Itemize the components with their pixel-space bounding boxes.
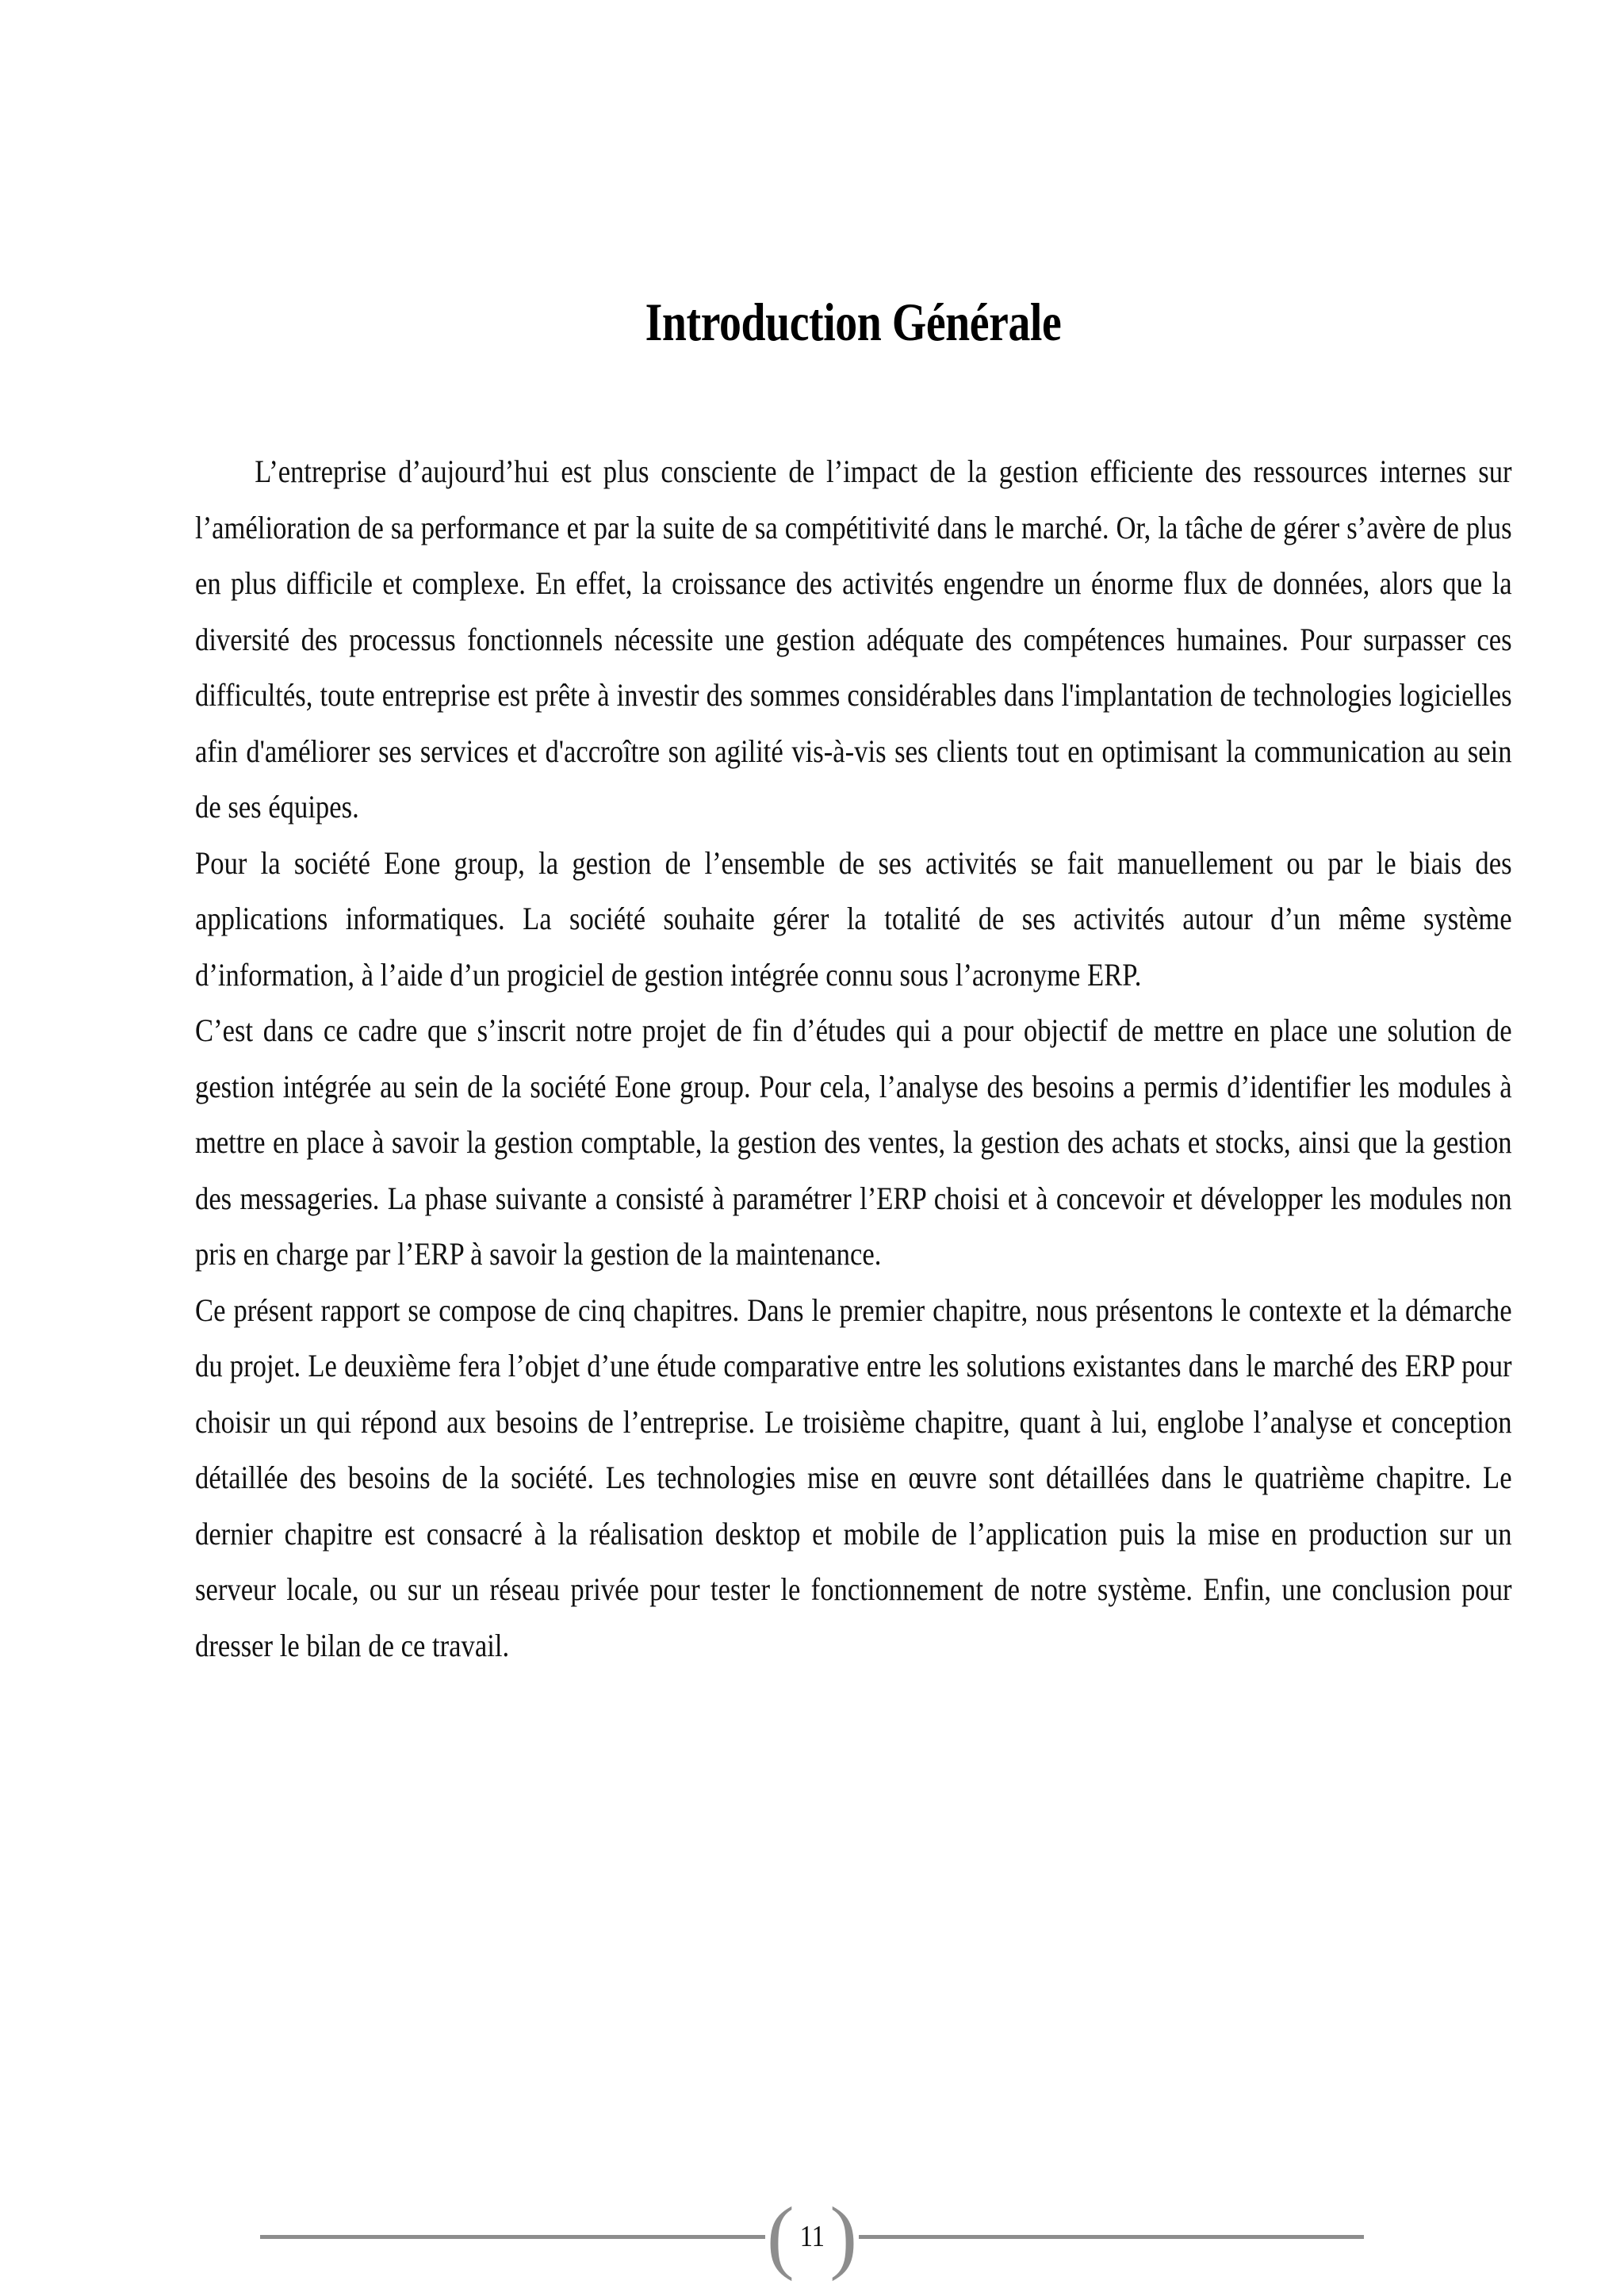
paragraph-3: C’est dans ce cadre que s’inscrit notre projet de fin d’études qui a pour objectif de mettre en place une solution de gestion intégrée au sein de la société Eone group. Pour cela, l’analyse des besoins a permis d’identifier les modules à mettre en place à savoir la gestion comptable, la gestion des ventes, la gestion des achats et stocks, ainsi que la gestion des messageries. La phase suivante a consisté à paramétrer l’ERP choisi et à concevoir et développer les modules non pris en charge par l’ERP à savoir la gestion de la maintenance. (195, 1012, 1512, 1272)
page-number: 11 (799, 2220, 825, 2253)
paragraph-2: Pour la société Eone group, la gestion de l’ensemble de ses activités se fait manuellement ou par le biais des applications informatiques. La société souhaite gérer la totalité de ses activités autour d’un même système d’information, à l’aide d’un progiciel de gestion intégrée connu sous l’acronyme ERP. (195, 844, 1512, 993)
page-footer (0, 2153, 1624, 2296)
paragraph-4: Ce présent rapport se compose de cinq chapitres. Dans le premier chapitre, nous présentons le contexte et la démarche du projet. Le deuxième fera l’objet d’une étude comparative entre les solutions existantes dans le marché des ERP pour choisir un qui répond aux besoins de l’entreprise. Le troisième chapitre, quant à lui, englobe l’analyse et conception détaillée des besoins de la société. Les technologies mise en œuvre sont détaillées dans le quatrième chapitre. Le dernier chapitre est consacré à la réalisation desktop et mobile de l’application puis la mise en production sur un serveur locale, ou sur un réseau privée pour tester le fonctionnement de notre système. Enfin, une conclusion pour dresser le bilan de ce travail. (195, 1292, 1512, 1663)
footer-rule-right (859, 2235, 1364, 2239)
footer-rule-group (260, 2191, 1364, 2282)
body-text-block (195, 444, 1511, 1674)
bracket-right-icon: ) (829, 2191, 857, 2282)
page-title: Introduction Générale (645, 292, 1062, 352)
paragraph-1: L’entreprise d’aujourd’hui est plus consciente de l’impact de la gestion efficiente des ressources internes sur l’amélioration de sa performance et par la suite de sa compétitivité dans le marché. Or, la tâche de gérer s’avère de plus en plus difficile et complexe. En effet, la croissance des activités engendre un énorme flux de données, alors que la diversité des processus fonctionnels nécessite une gestion adéquate des compétences humaines. Pour surpasser ces difficultés, toute entreprise est prête à investir des sommes considérables dans l'implantation de technologies logicielles afin d'améliorer ses services et d'accroître son agilité vis-à-vis ses clients tout en optimisant la communication au sein de ses équipes. (195, 453, 1512, 825)
page-number-badge (765, 2191, 859, 2282)
footer-rule-left (260, 2235, 765, 2239)
bracket-left-icon: ( (767, 2191, 795, 2282)
